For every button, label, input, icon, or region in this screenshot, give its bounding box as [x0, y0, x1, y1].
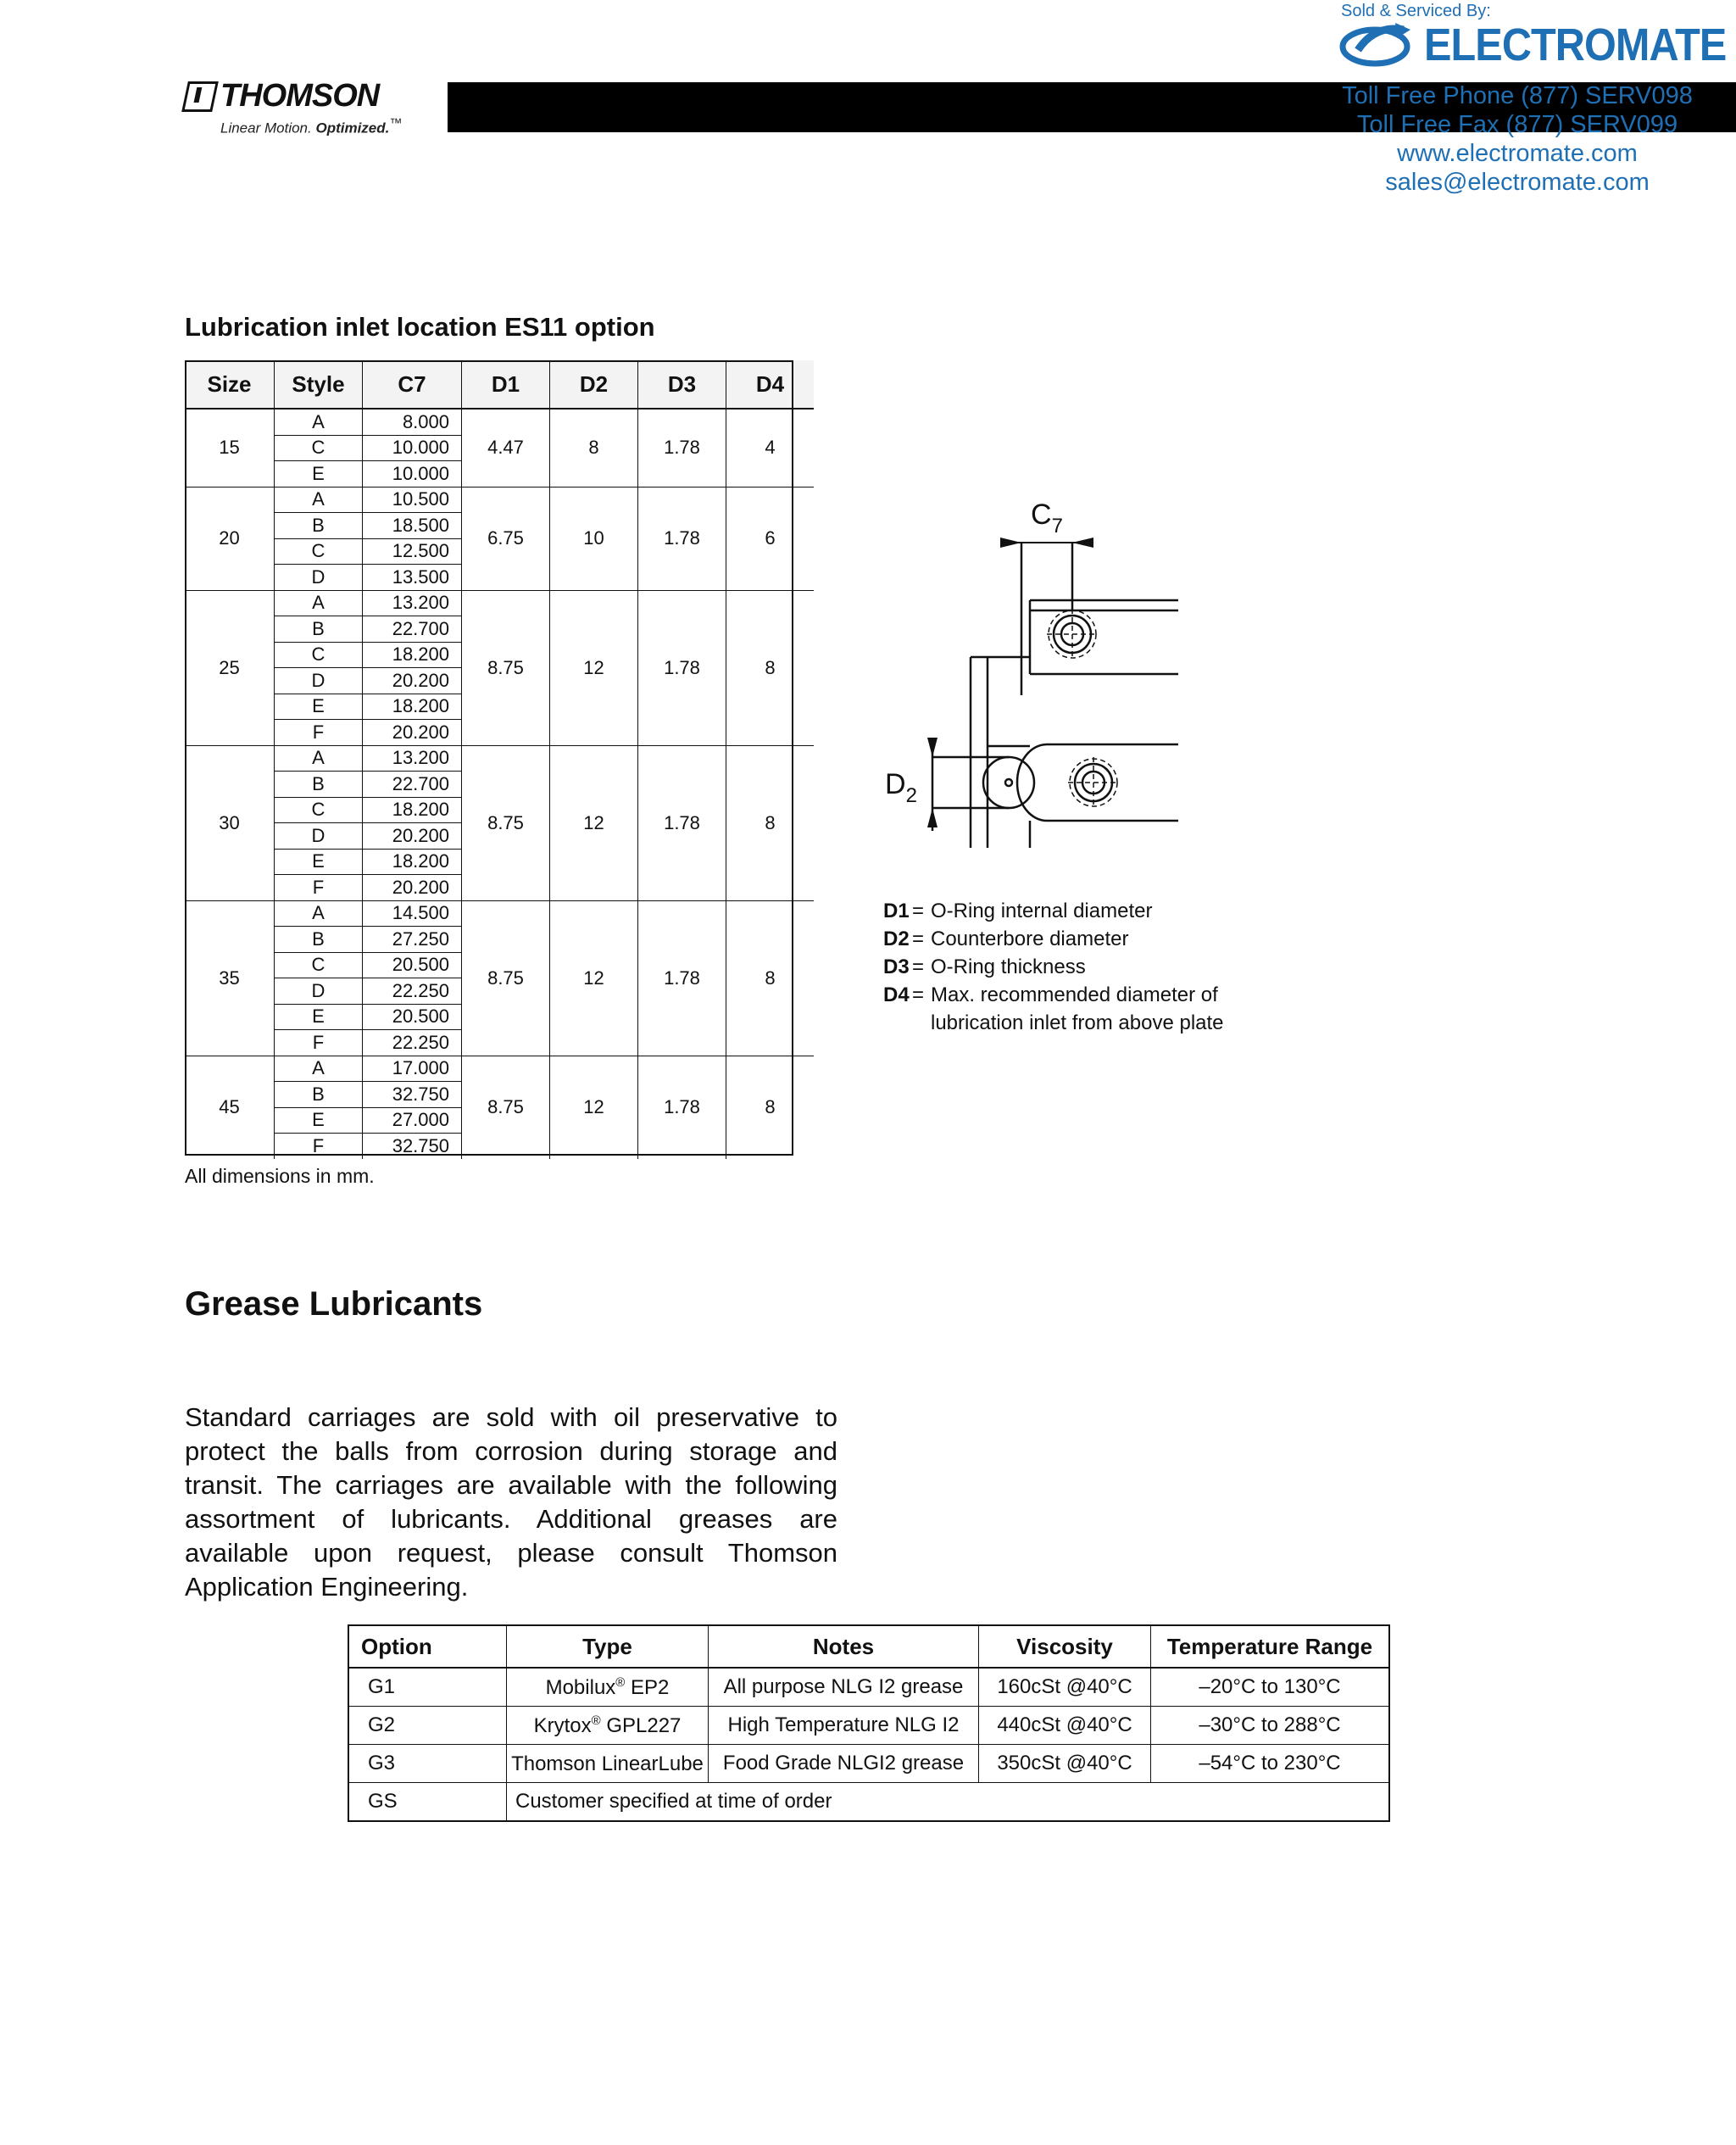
c7-cell: 20.200: [363, 823, 462, 850]
dimension-legend: [883, 897, 1224, 1037]
electromate-brand: ELECTROMATE: [1424, 20, 1727, 70]
style-cell: D: [275, 565, 363, 591]
d3-cell: 1.78: [638, 409, 726, 487]
size-cell: 25: [185, 590, 275, 745]
contact-block: [1322, 81, 1712, 197]
style-cell: E: [275, 1107, 363, 1134]
electromate-logo: [1339, 19, 1736, 71]
col-header: Notes: [709, 1625, 979, 1668]
style-cell: C: [275, 642, 363, 668]
contact-phone: Toll Free Phone (877) SERV098: [1342, 82, 1693, 109]
table-row: [185, 900, 814, 927]
thomson-tagline: Linear Motion. Optimized.™: [220, 116, 403, 136]
grease-title: Grease Lubricants: [185, 1285, 483, 1323]
table-row: [185, 1056, 814, 1082]
style-cell: F: [275, 1134, 363, 1159]
style-cell: E: [275, 1004, 363, 1030]
d2-cell: 12: [550, 745, 638, 900]
style-cell: A: [275, 590, 363, 616]
style-cell: F: [275, 1030, 363, 1056]
d2-cell: 12: [550, 1056, 638, 1159]
style-cell: F: [275, 875, 363, 901]
d4-cell: 8: [726, 745, 815, 900]
table-row: G3 Thomson LinearLube Food Grade NLGI2 grease 350cSt @40°C –54°C to 230°C: [348, 1745, 1389, 1783]
style-cell: C: [275, 538, 363, 565]
table-row: [185, 745, 814, 772]
lubrication-title: Lubrication inlet location ES11 option: [185, 312, 655, 342]
d2-cell: 8: [550, 409, 638, 487]
d4-cell: 8: [726, 590, 815, 745]
d3-cell: 1.78: [638, 745, 726, 900]
c7-cell: 22.700: [363, 616, 462, 643]
c7-cell: 8.000: [363, 409, 462, 435]
d1-cell: 8.75: [462, 1056, 550, 1159]
c7-cell: 17.000: [363, 1056, 462, 1082]
c7-cell: 18.500: [363, 513, 462, 539]
c7-cell: 20.200: [363, 875, 462, 901]
size-cell: 45: [219, 1096, 240, 1117]
c7-cell: 32.750: [363, 1082, 462, 1108]
d2-cell: 12: [550, 900, 638, 1056]
style-cell: B: [275, 927, 363, 953]
table-row: GS Customer specified at time of order: [348, 1783, 1389, 1822]
c7-cell: 13.500: [363, 565, 462, 591]
legend-item: D3 = O-Ring thickness: [883, 956, 1086, 978]
style-cell: A: [275, 1056, 363, 1082]
thomson-brand: THOMSON: [220, 78, 380, 114]
col-header: Viscosity: [979, 1625, 1151, 1668]
table-row: G2 Krytox® GPL227 High Temperature NLG I2 440cSt @40°C –30°C to 288°C: [348, 1707, 1389, 1745]
c7-cell: 10.500: [363, 487, 462, 513]
style-cell: D: [275, 978, 363, 1005]
col-header: Type: [507, 1625, 709, 1668]
contact-email[interactable]: sales@electromate.com: [1385, 169, 1650, 196]
table-header-row: [348, 1625, 1389, 1668]
d3-cell: 1.78: [638, 1056, 726, 1159]
style-cell: B: [275, 1082, 363, 1108]
style-cell: E: [275, 849, 363, 875]
col-header: D4: [726, 360, 815, 409]
d1-cell: 8.75: [462, 745, 550, 900]
c7-cell: 20.500: [363, 952, 462, 978]
size-cell: 20: [185, 487, 275, 590]
c7-cell: 10.000: [363, 461, 462, 488]
thomson-mark-icon: [181, 81, 219, 112]
table-header-row: [185, 360, 814, 409]
table-row: G1 Mobilux® EP2 All purpose NLG I2 grease 160cSt @40°C –20°C to 130°C: [348, 1668, 1389, 1707]
d4-cell: 8: [726, 1056, 815, 1159]
d2-cell: 12: [550, 590, 638, 745]
legend-item: D1 = O-Ring internal diameter: [883, 900, 1153, 922]
d4-cell: 8: [726, 900, 815, 1056]
table-row: [185, 409, 814, 435]
c7-cell: 18.200: [363, 849, 462, 875]
style-cell: C: [275, 435, 363, 461]
col-header: Option: [348, 1625, 507, 1668]
c7-cell: 18.200: [363, 642, 462, 668]
thomson-logo: [185, 78, 414, 137]
legend-item: D2 = Counterbore diameter: [883, 928, 1129, 950]
style-cell: B: [275, 772, 363, 798]
inlet-diagram: [873, 492, 1178, 856]
d1-cell: 8.75: [462, 590, 550, 745]
c7-cell: 22.700: [363, 772, 462, 798]
col-header: Size: [185, 360, 275, 409]
style-cell: F: [275, 720, 363, 746]
contact-web[interactable]: www.electromate.com: [1397, 140, 1638, 167]
style-cell: C: [275, 952, 363, 978]
style-cell: E: [275, 461, 363, 488]
c7-cell: 18.200: [363, 797, 462, 823]
d1-cell: 4.47: [462, 409, 550, 487]
style-cell: A: [275, 745, 363, 772]
d1-cell: 8.75: [462, 900, 550, 1056]
c7-cell: 18.200: [363, 694, 462, 720]
col-header: D2: [550, 360, 638, 409]
size-cell: 35: [185, 900, 275, 1056]
c7-cell: 14.500: [363, 900, 462, 927]
col-header: D1: [462, 360, 550, 409]
c7-cell: 13.200: [363, 590, 462, 616]
table-row: [185, 487, 814, 513]
electromate-swoosh-icon: [1339, 21, 1412, 69]
col-header: D3: [638, 360, 726, 409]
style-cell: D: [275, 668, 363, 694]
c7-cell: 20.200: [363, 668, 462, 694]
lubrication-table: [185, 360, 814, 1159]
c7-cell: 20.500: [363, 1004, 462, 1030]
style-cell: A: [275, 409, 363, 435]
dimensions-note: All dimensions in mm.: [185, 1165, 375, 1187]
d1-cell: 6.75: [462, 487, 550, 590]
contact-fax: Toll Free Fax (877) SERV099: [1356, 111, 1678, 138]
size-cell: 30: [185, 745, 275, 900]
c7-cell: 27.250: [363, 927, 462, 953]
style-cell: A: [275, 487, 363, 513]
d4-cell: 4: [726, 409, 815, 487]
style-cell: B: [275, 513, 363, 539]
legend-continuation: lubrication inlet from above plate: [931, 1011, 1224, 1034]
grease-paragraph: Standard carriages are sold with oil preservative to protect the balls from corrosion during storage and transit. The carriages are available with the following assortment of lubricants. Additional greases are available upon request, please consult Thomson Application Engineering.: [185, 1402, 837, 1602]
d2-label: $D_2$: [885, 768, 917, 807]
style-cell: B: [275, 616, 363, 643]
c7-cell: 13.200: [363, 745, 462, 772]
c7-cell: 22.250: [363, 1030, 462, 1056]
d2-cell: 10: [550, 487, 638, 590]
col-header: Style: [275, 360, 363, 409]
c7-cell: 10.000: [363, 435, 462, 461]
c7-cell: 12.500: [363, 538, 462, 565]
grease-table: [348, 1624, 1390, 1822]
legend-item: D4 = Max. recommended diameter of: [883, 983, 1218, 1006]
c7-cell: 22.250: [363, 978, 462, 1005]
c7-cell: 20.200: [363, 720, 462, 746]
style-cell: E: [275, 694, 363, 720]
d3-cell: 1.78: [638, 590, 726, 745]
col-header: C7: [363, 360, 462, 409]
table-row: [185, 590, 814, 616]
style-cell: C: [275, 797, 363, 823]
d3-cell: 1.78: [638, 487, 726, 590]
c7-cell: 32.750: [363, 1134, 462, 1159]
size-cell: 15: [185, 409, 275, 487]
c7-label: $C_7$: [1031, 499, 1063, 538]
col-header: Temperature Range: [1151, 1625, 1390, 1668]
style-cell: A: [275, 900, 363, 927]
sold-by-label: Sold & Serviced By:: [1341, 2, 1491, 20]
d3-cell: 1.78: [638, 900, 726, 1056]
d4-cell: 6: [726, 487, 815, 590]
style-cell: D: [275, 823, 363, 850]
c7-cell: 27.000: [363, 1107, 462, 1134]
